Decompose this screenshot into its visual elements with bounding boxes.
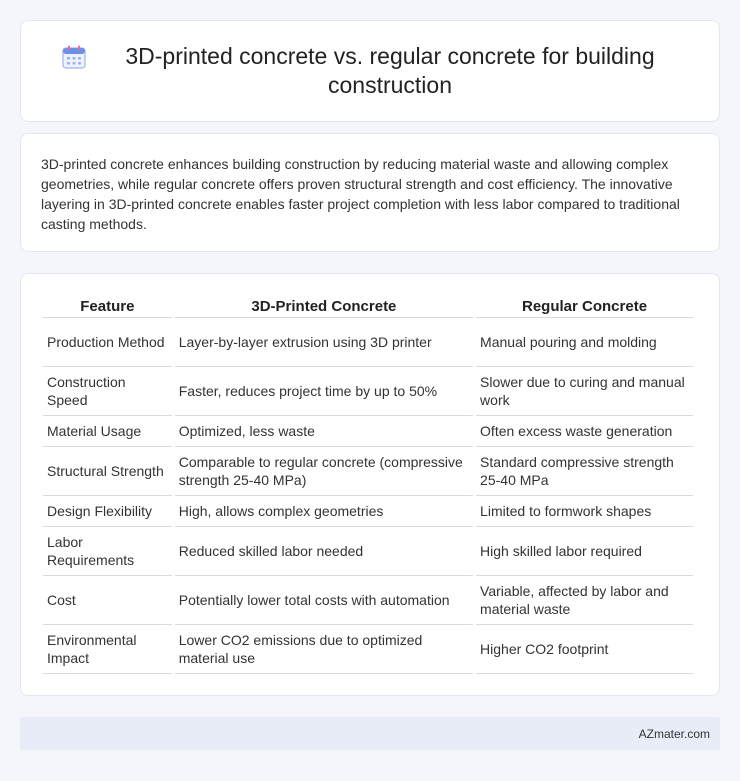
regular-cell: Manual pouring and molding [476,318,693,367]
printed-cell: Faster, reduces project time by up to 50% [175,367,473,416]
calendar-icon [61,44,87,70]
regular-cell: High skilled labor required [476,527,693,576]
feature-cell: Production Method [43,318,172,367]
printed-cell: Optimized, less waste [175,416,473,447]
regular-cell: Standard compressive strength 25-40 MPa [476,447,693,496]
regular-cell: Variable, affected by labor and material waste [476,576,693,625]
printed-cell: Potentially lower total costs with automation [175,576,473,625]
footer-bar [20,717,720,750]
table-row [43,416,693,447]
printed-cell: Comparable to regular concrete (compressive strength 25-40 MPa) [175,447,473,496]
comparison-table [40,296,696,674]
feature-cell: Cost [43,576,172,625]
footer-brand[interactable]: AZmater.com [638,726,710,741]
intro-card [20,133,720,252]
comparison-card [20,273,720,696]
table-row [43,447,693,496]
printed-cell: Layer-by-layer extrusion using 3D printer [175,318,473,367]
table-row [43,496,693,527]
feature-cell: Design Flexibility [43,496,172,527]
printed-cell: High, allows complex geometries [175,496,473,527]
table-row [43,367,693,416]
table-row [43,576,693,625]
feature-cell: Labor Requirements [43,527,172,576]
printed-cell: Lower CO2 emissions due to optimized material use [175,625,473,674]
regular-cell: Higher CO2 footprint [476,625,693,674]
intro-paragraph: 3D-printed concrete enhances building construction by reducing material waste and allowing complex geometries, while regular concrete offers proven structural strength and cost efficiency. The innovative layering in 3D-printed concrete enables faster project completion with less labor compared to traditional casting methods. [41,156,680,232]
table-row [43,625,693,674]
feature-cell: Environmental Impact [43,625,172,674]
feature-cell: Structural Strength [43,447,172,496]
table-header-row [43,296,693,318]
title-card [20,20,720,122]
regular-cell: Often excess waste generation [476,416,693,447]
regular-cell: Limited to formwork shapes [476,496,693,527]
table-row [43,318,693,367]
table-row [43,527,693,576]
regular-cell: Slower due to curing and manual work [476,367,693,416]
printed-cell: Reduced skilled labor needed [175,527,473,576]
header-3d-printed: 3D-Printed Concrete [175,296,473,318]
feature-cell: Construction Speed [43,367,172,416]
page-title: 3D-printed concrete vs. regular concrete for building construction [125,43,655,98]
header-feature: Feature [43,296,172,318]
feature-cell: Material Usage [43,416,172,447]
header-regular: Regular Concrete [476,296,693,318]
title-wrap [61,42,679,100]
